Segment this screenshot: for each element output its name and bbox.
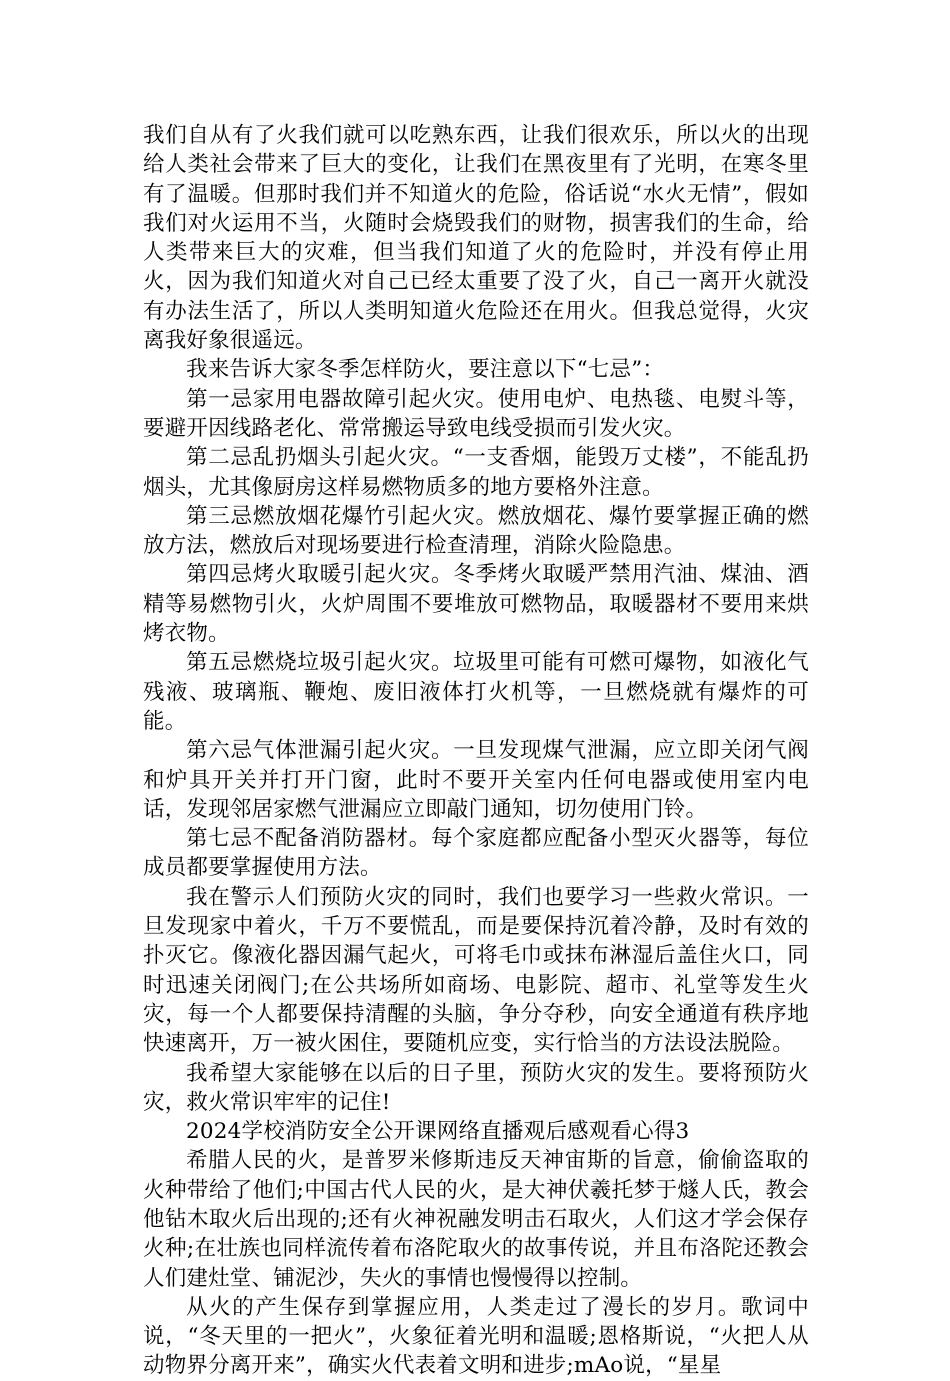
paragraph-taboo-1: 第一忌家用电器故障引起火灾。使用电炉、电热毯、电熨斗等，要避开因线路老化、常常搬运导致电线受损而引发火灾。 [143,386,809,441]
paragraph-taboo-7: 第七忌不配备消防器材。每个家庭都应配备小型灭火器等，每位成员都要掌握使用方法。 [143,826,809,881]
paragraph-fire-legends: 希腊人民的火，是普罗米修斯违反天神宙斯的旨意，偷偷盗取的火种带给了他们;中国古代人民的火，是大神伏羲托梦于燧人氏，教会他钻木取火后出现的;还有火神祝融发明击石取火，人们这才学会保存火种;在壮族也同样流传着布洛陀取火的故事传说，并且布洛陀还教会人们建灶堂、铺泥沙，失火的事情也慢慢得以控制。 [143,1148,809,1291]
paragraph-taboo-6: 第六忌气体泄漏引起火灾。一旦发现煤气泄漏，应立即关闭气阀和炉具开关并打开门窗，此时不要开关室内任何电器或使用室内电话，发现邻居家燃气泄漏应立即敲门通知，切勿使用门铃。 [143,738,809,822]
document-page [143,121,809,1381]
paragraph-taboo-3: 第三忌燃放烟花爆竹引起火灾。燃放烟花、爆竹要掌握正确的燃放方法，燃放后对现场要进行检查清理，消除火险隐患。 [143,503,809,559]
paragraph-seven-taboos-intro: 我来告诉大家冬季怎样防火，要注意以下“七忌”： [186,357,665,383]
paragraph-closing-wish: 我希望大家能够在以后的日子里，预防火灾的发生。要将预防火灾，救火常识牢牢的记住! [143,1060,809,1115]
paragraph-taboo-4: 第四忌烤火取暖引起火灾。冬季烤火取暖严禁用汽油、煤油、酒精等易燃物引火，火炉周围不要堆放可燃物品，取暖器材不要用来烘烤衣物。 [143,562,809,647]
paragraph-firefighting-knowledge: 我在警示人们预防火灾的同时，我们也要学习一些救火常识。一旦发现家中着火，千万不要慌乱，而是要保持沉着冷静，及时有效的扑灭它。像液化器因漏气起火，可将毛巾或抹布淋湿后盖住火口，同时迅速关闭阀门;在公共场所如商场、电影院、超市、礼堂等发生火灾，每一个人都要保持清醒的头脑，争分夺秒，向安全通道有秩序地快速离开，万一被火困住，要随机应变，实行恰当的方法设法脱险。 [143,884,809,1057]
paragraph-intro: 我们自从有了火我们就可以吃熟东西，让我们很欢乐，所以火的出现给人类社会带来了巨大的变化，让我们在黑夜里有了光明，在寒冬里有了温暖。但那时我们并不知道火的危险，俗话说“水火无情”，假如我们对火运用不当，火随时会烧毁我们的财物，损害我们的生命，给人类带来巨大的灾难，但当我们知道了火的危险时，并没有停止用火，因为我们知道火对自己已经太重要了没了火，自己一离开火就没有办法生活了，所以人类明知道火危险还在用火。但我总觉得，火灾离我好象很遥远。 [143,123,809,354]
paragraph-fire-history: 从火的产生保存到掌握应用，人类走过了漫长的岁月。歌词中说，“冬天里的一把火”，火象征着光明和温暖;恩格斯说，“火把人从动物界分离开来”，确实火代表着文明和进步;mAo说，“星星 [143,1294,809,1379]
paragraph-taboo-5: 第五忌燃烧垃圾引起火灾。垃圾里可能有可燃可爆物，如液化气残液、玻璃瓶、鞭炮、废旧液体打火机等，一旦燃烧就有爆炸的可能。 [143,650,809,734]
paragraph-taboo-2: 第二忌乱扔烟头引起火灾。“一支香烟，能毁万丈楼”，不能乱扔烟头，尤其像厨房这样易燃物质多的地方要格外注意。 [143,445,809,500]
section-heading: 2024学校消防安全公开课网络直播观后感观看心得3 [186,1119,690,1145]
